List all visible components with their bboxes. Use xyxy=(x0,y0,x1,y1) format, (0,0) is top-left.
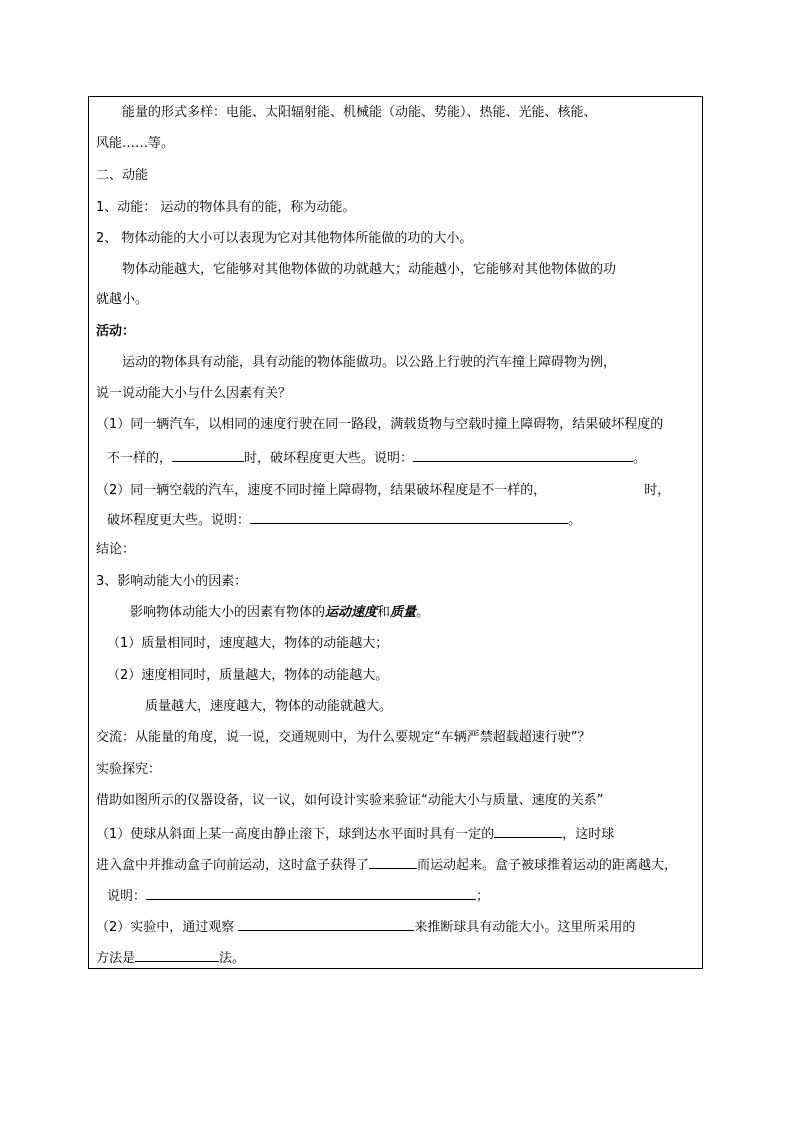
factors-text: 影响物体动能大小的因素有物体的 xyxy=(130,605,326,620)
paragraph-energy-forms: 能量的形式多样：电能、太阳辐射能、机械能（动能、势能）、热能、光能、核能、 xyxy=(122,105,597,120)
factor-rule-2: （2）速度相同时，质量越大，物体的动能越大。 xyxy=(107,668,389,683)
question-2-blank-explanation[interactable] xyxy=(250,511,568,524)
paragraph-work-cont: 就越小。 xyxy=(96,292,149,307)
question-1-blank-explanation[interactable] xyxy=(413,449,633,462)
question-2-text: （2）同一辆空载的汽车，速度不同时撞上障碍物，结果破坏程度是不一样的， xyxy=(96,483,547,498)
question-1-text-b: 时，破坏程度更大些。说明： xyxy=(244,451,414,466)
paragraph-work: 物体动能越大，它能够对其他物体做的功就越大；动能越小，它能够对其他物体做的功 xyxy=(122,262,617,277)
experiment-2-text-a-end: 来推断球具有动能大小。这里所采用的 xyxy=(414,920,636,935)
activity-label: 活动： xyxy=(96,324,136,339)
factors-end: 。 xyxy=(416,605,430,620)
question-2-text-b-end: 。 xyxy=(568,513,582,528)
experiment-1-blank-energy[interactable] xyxy=(494,825,562,838)
question-2-line-1 xyxy=(96,481,670,499)
experiment-1-text-c-end: ； xyxy=(476,889,490,904)
experiment-2-text-b: 方法是 xyxy=(96,951,136,966)
experiment-2-line-2 xyxy=(96,949,245,967)
activity-text: 运动的物体具有动能，具有动能的物体能做功。以公路上行驶的汽车撞上障碍物为例， xyxy=(122,355,617,370)
question-2-blank-condition[interactable] xyxy=(546,481,644,494)
experiment-1-blank-explanation[interactable] xyxy=(146,887,476,900)
item-3-heading: 3、影响动能大小的因素： xyxy=(96,574,248,589)
experiment-label: 实验探究： xyxy=(96,762,162,777)
conclusion-label: 结论： xyxy=(96,542,136,557)
question-1-text-end: 。 xyxy=(633,451,647,466)
experiment-2-line-1 xyxy=(96,918,635,936)
question-1-blank-condition[interactable] xyxy=(172,449,244,462)
factor-rule-1: （1）质量相同时，速度越大，物体的动能越大； xyxy=(107,636,389,651)
experiment-1-text-b-end: 而运动起来。盒子被球推着运动的距离越大， xyxy=(417,858,678,873)
experiment-1-text-a: （1）使球从斜面上某一高度由静止滚下，球到达水平面时具有一定的 xyxy=(96,827,495,842)
question-1-line-2 xyxy=(107,449,646,467)
question-1-line-1: （1）同一辆汽车，以相同的速度行驶在同一路段，满载货物与空载时撞上障碍物，结果破坏程度的 xyxy=(96,417,664,432)
experiment-2-blank-observe[interactable] xyxy=(238,918,414,931)
definition-kinetic-energy: 1、动能： 运动的物体具有的能，称为动能。 xyxy=(96,200,356,215)
experiment-2-text-a: （2）实验中，通过观察 xyxy=(96,920,239,935)
experiment-1-text-b: 进入盒中并推动盒子向前运动，这时盒子获得了 xyxy=(96,858,370,873)
factor-mass: 质量 xyxy=(390,605,417,620)
question-1-text-a: 不一样的， xyxy=(107,451,173,466)
question-2-text-end: 时， xyxy=(644,483,671,498)
exchange-question: 交流：从能量的角度，说一说，交通规则中，为什么要规定“车辆严禁超载超速行驶”？ xyxy=(96,730,591,745)
experiment-1-line-3 xyxy=(107,887,489,905)
item-2: 2、 物体动能的大小可以表现为它对其他物体所能做的功的大小。 xyxy=(96,231,473,246)
experiment-2-text-b-end: 法。 xyxy=(219,951,246,966)
factor-speed: 运动速度 xyxy=(325,605,378,620)
activity-question: 说一说动能大小与什么因素有关？ xyxy=(96,386,292,401)
factors-and: 和 xyxy=(377,605,391,620)
factors-sentence xyxy=(130,605,429,621)
question-2-line-2 xyxy=(107,511,581,529)
question-2-text-b: 破坏程度更大些。说明： xyxy=(107,513,251,528)
experiment-intro: 借助如图所示的仪器设备，议一议，如何设计实验来验证“动能大小与质量、速度的关系” xyxy=(96,793,604,808)
experiment-2-blank-method[interactable] xyxy=(135,949,219,962)
factor-rule-3: 质量越大，速度越大，物体的动能就越大。 xyxy=(145,699,393,714)
experiment-1-text-c: 说明： xyxy=(107,889,147,904)
experiment-1-text-a-end: ，这时球 xyxy=(562,827,615,842)
section-heading-kinetic-energy: 二、动能 xyxy=(96,168,149,183)
experiment-1-blank-gain[interactable] xyxy=(369,856,417,869)
experiment-1-line-1 xyxy=(96,825,614,843)
experiment-1-line-2 xyxy=(96,856,677,874)
paragraph-energy-forms-cont: 风能……等。 xyxy=(96,136,175,151)
